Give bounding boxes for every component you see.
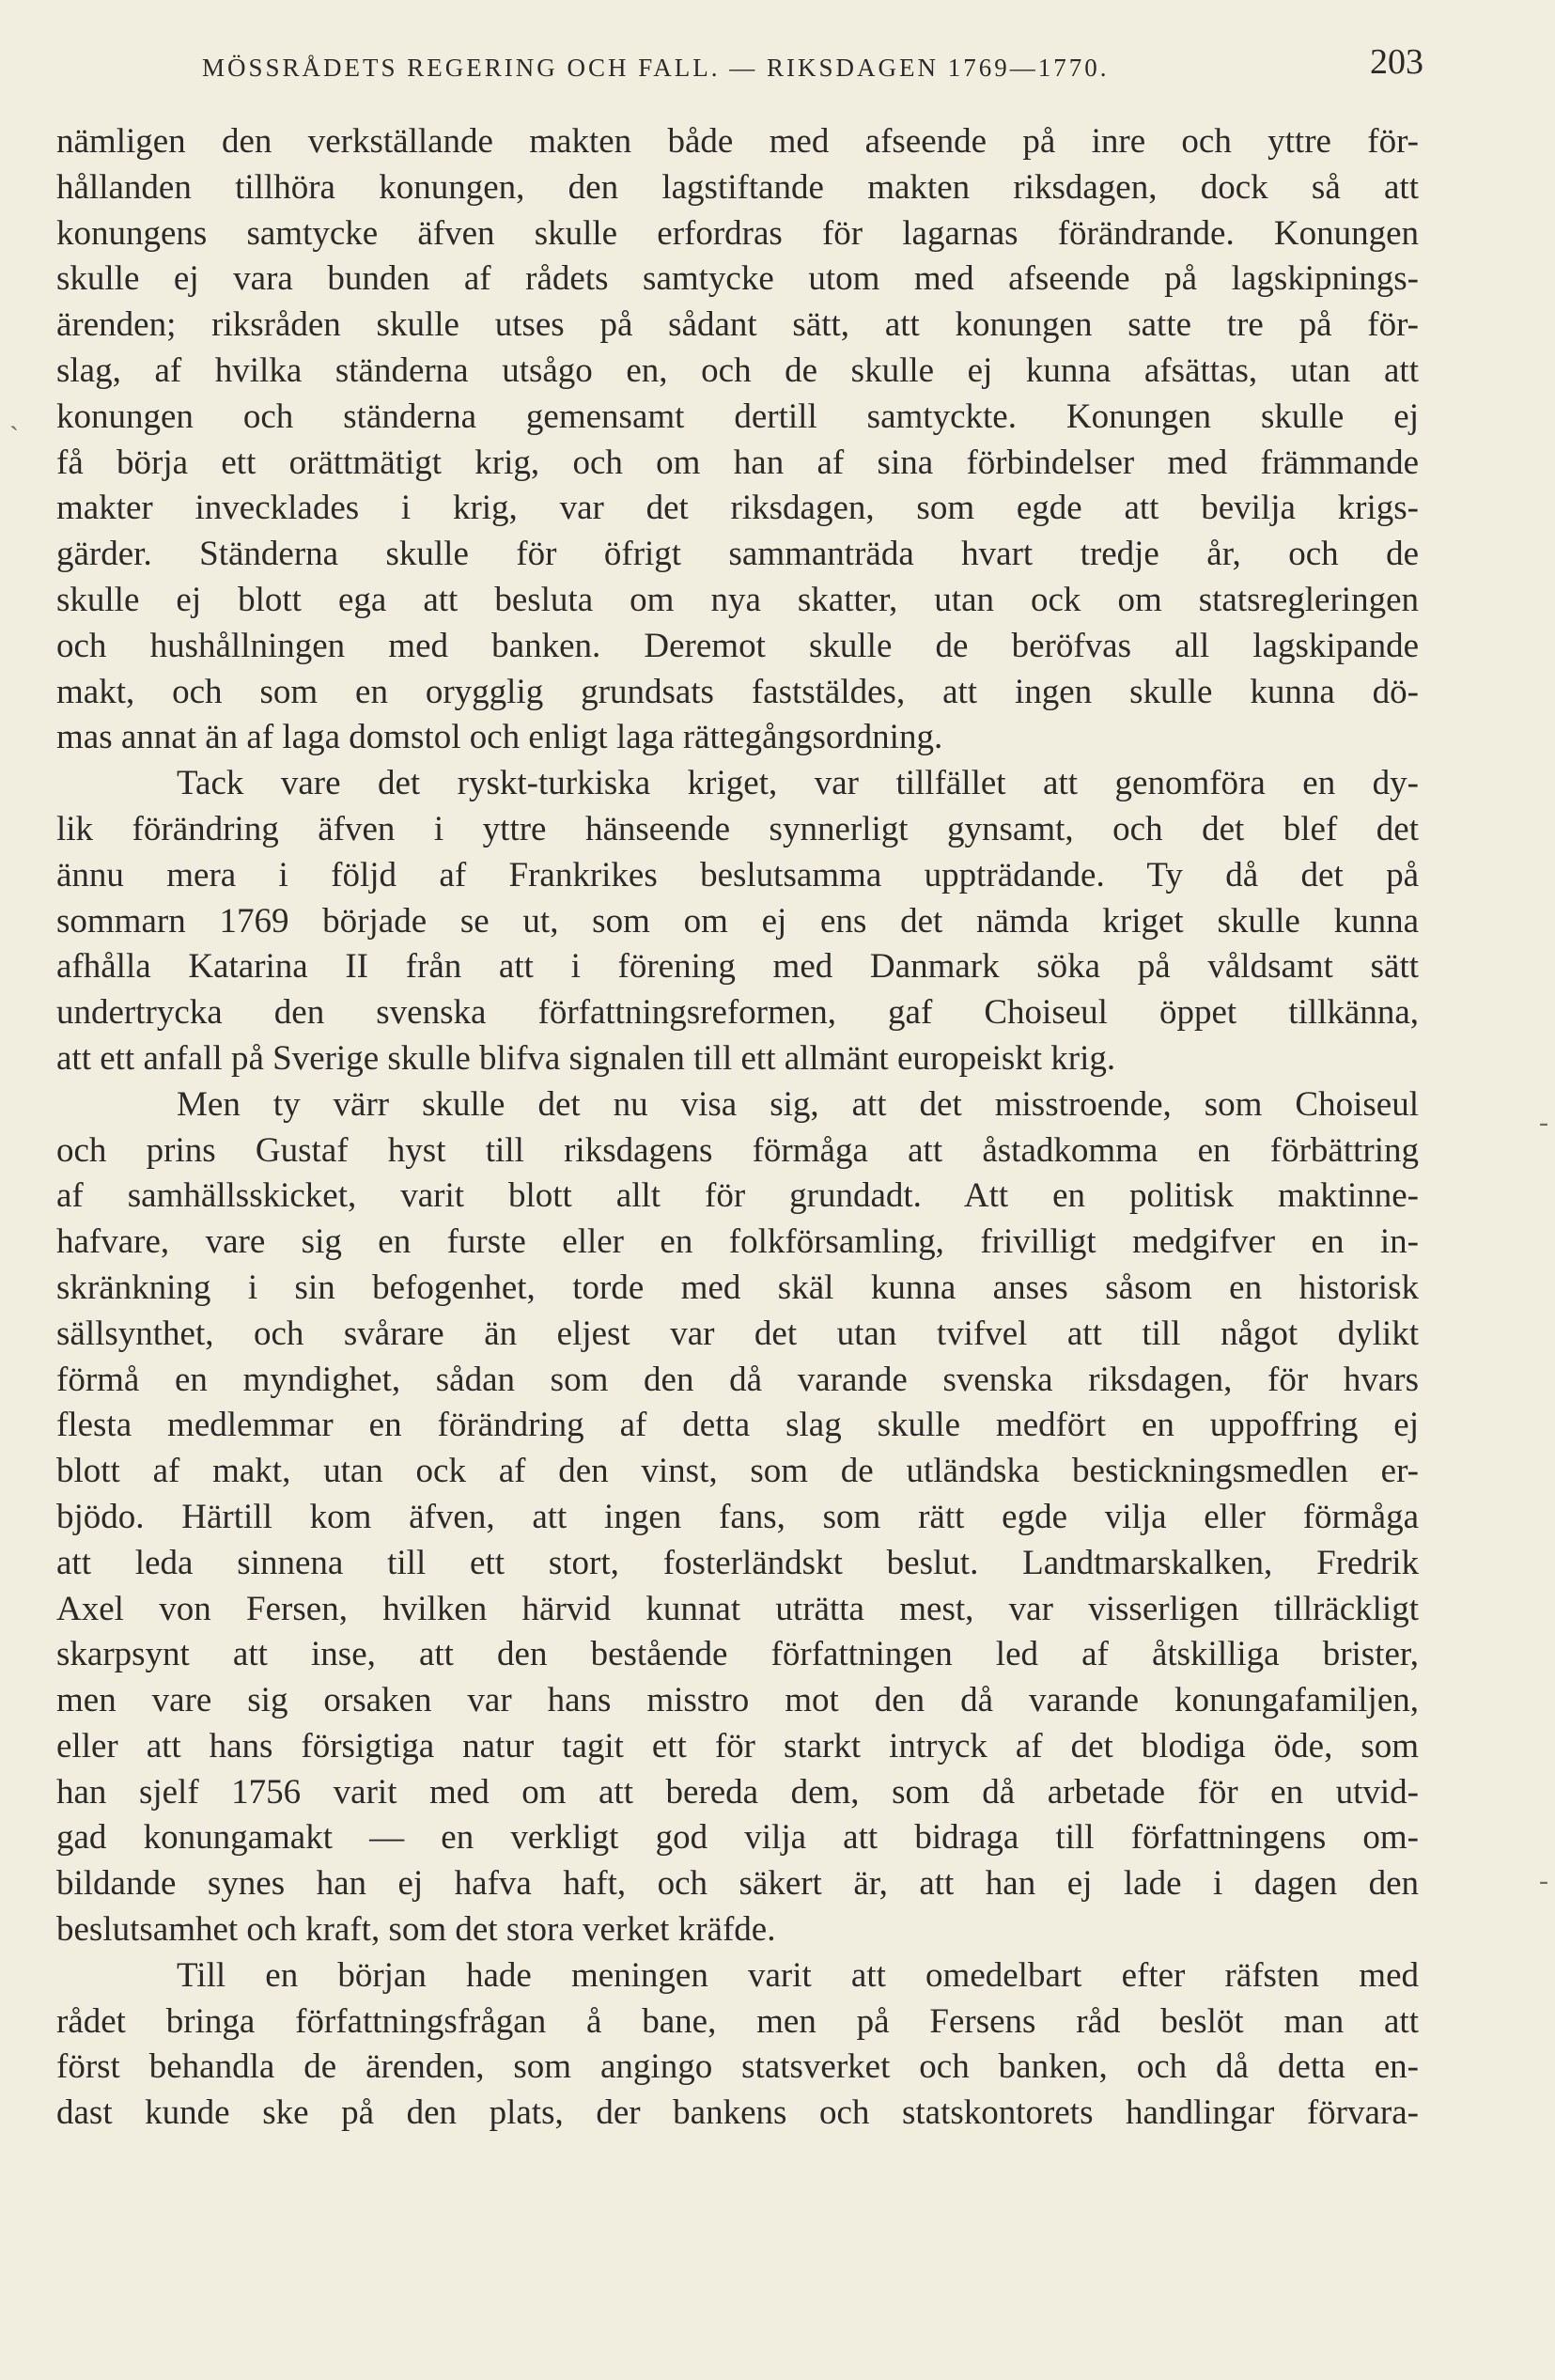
text-line: makter invecklades i krig, var det riksdagen, som egde att bevilja krigs- [56,489,1419,528]
margin-mark: ` [9,421,19,452]
text-line: skränkning i sin befogenhet, torde med skäl kunna anses såsom en historisk [56,1268,1419,1307]
text-line: sällsynthet, och svårare än eljest var det utan tvifvel att till något dylikt [56,1314,1419,1353]
body-text [56,119,1419,2137]
text-line: gärder. Ständerna skulle för öfrigt sammanträda hvart tredje år, och de [56,535,1419,574]
text-line: flesta medlemmar en förändring af detta slag skulle medfört en uppoffring ej [56,1406,1419,1445]
text-line: lik förändring äfven i yttre hänseende synnerligt gynsamt, och det blef det [56,809,1419,848]
text-line: hållanden tillhöra konungen, den lagstiftande makten riksdagen, dock så att [56,167,1419,207]
text-line: nämligen den verkställande makten både med afseende på inre och yttre för- [56,122,1419,161]
text-line: skulle ej blott ega att besluta om nya skatter, utan ock om statsregleringen [56,580,1419,619]
text-line: gad konungamakt — en verkligt god vilja att bidraga till författningens om- [56,1818,1419,1858]
text-line: Axel von Fersen, hvilken härvid kunnat uträtta mest, var visserligen tillräckligt [56,1589,1419,1628]
text-line: ärenden; riksråden skulle utses på sådant sätt, att konungen satte tre på för- [56,305,1419,345]
text-line: konungens samtycke äfven skulle erfordras för lagarnas förändrande. Konungen [56,213,1419,253]
text-line: eller att hans försigtiga natur tagit ett för starkt intryck af det blodiga öde, som [56,1726,1419,1766]
text-line: bildande synes han ej hafva haft, och säkert är, att han ej lade i dagen den [56,1864,1419,1904]
text-line: beslutsamhet och kraft, som det stora verket kräfde. [56,1910,776,1950]
text-line: undertrycka den svenska författningsreformen, gaf Choiseul öppet tillkänna, [56,993,1419,1033]
text-line: och hushållningen med banken. Deremot skulle de beröfvas all lagskipande [56,626,1419,665]
text-line: Till en början hade meningen varit att omedelbart efter räfsten med [177,1955,1419,1995]
text-line: förmå en myndighet, sådan som den då varande svenska riksdagen, för hvars [56,1360,1419,1399]
text-line: slag, af hvilka ständerna utsågo en, och de skulle ej kunna afsättas, utan att [56,350,1419,390]
running-header [202,42,1423,86]
text-line: skulle ej vara bunden af rådets samtycke utom med afseende på lagskipnings- [56,259,1419,299]
header-title: MÖSSRÅDETS REGERING OCH FALL. — RIKSDAGEN 1769—1770. [202,54,1110,82]
text-line: han sjelf 1756 varit med om att bereda dem, som då arbetade för en utvid- [56,1772,1419,1812]
page-number: 203 [1370,42,1423,82]
text-line: Tack vare det ryskt-turkiska kriget, var tillfället att genomföra en dy- [177,764,1419,803]
text-line: att ett anfall på Sverige skulle blifva signalen till ett allmänt europeiskt krig. [56,1038,1116,1078]
text-line: dast kunde ske på den plats, der bankens och statskontorets handlingar förvara- [56,2093,1419,2133]
margin-mark: - [1539,1865,1548,1896]
text-line: först behandla de ärenden, som angingo statsverket och banken, och då detta en- [56,2047,1419,2087]
text-line: hafvare, vare sig en furste eller en folkförsamling, frivilligt medgifver en in- [56,1222,1419,1262]
text-line: ännu mera i följd af Frankrikes beslutsamma uppträdande. Ty då det på [56,855,1419,894]
text-line: och prins Gustaf hyst till riksdagens förmåga att åstadkomma en förbättring [56,1130,1419,1170]
text-line: att leda sinnena till ett stort, fosterländskt beslut. Landtmarskalken, Fredrik [56,1543,1419,1582]
text-line: blott af makt, utan ock af den vinst, som de utländska bestickningsmedlen er- [56,1452,1419,1491]
text-line: mas annat än af laga domstol och enligt laga rättegångsordning. [56,718,943,757]
text-line: men vare sig orsaken var hans misstro mot den då varande konungafamiljen, [56,1681,1419,1720]
text-line: Men ty värr skulle det nu visa sig, att det misstroende, som Choiseul [177,1084,1419,1124]
text-line: få börja ett orättmätigt krig, och om han af sina förbindelser med främmande [56,443,1419,482]
text-line: bjödo. Härtill kom äfven, att ingen fans, som rätt egde vilja eller förmåga [56,1497,1419,1536]
text-line: skarpsynt att inse, att den bestående författningen led af åtskilliga brister, [56,1635,1419,1674]
text-line: rådet bringa författningsfrågan å bane, men på Fersens råd beslöt man att [56,2001,1419,2041]
text-line: afhålla Katarina II från att i förening med Danmark söka på våldsamt sätt [56,947,1419,987]
margin-mark: - [1539,1107,1548,1138]
text-line: konungen och ständerna gemensamt dertill samtyckte. Konungen skulle ej [56,397,1419,436]
text-line: makt, och som en orygglig grundsats faststäldes, att ingen skulle kunna dö- [56,672,1419,711]
text-line: af samhällsskicket, varit blott allt för grundadt. Att en politisk maktinne- [56,1176,1419,1216]
text-line: sommarn 1769 började se ut, som om ej ens det nämda kriget skulle kunna [56,901,1419,941]
